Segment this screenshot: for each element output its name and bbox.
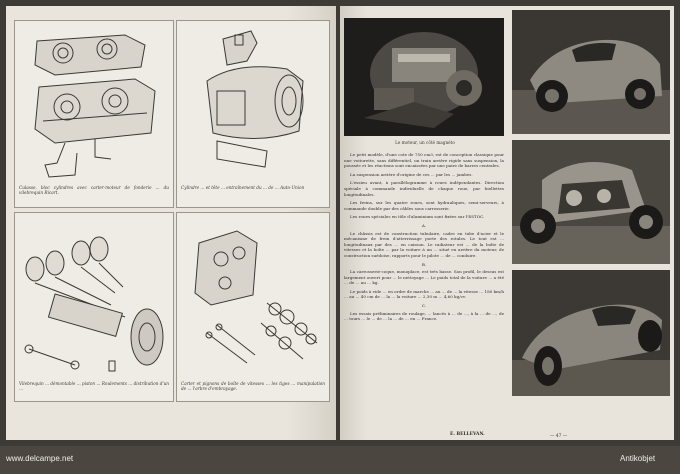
caption-fig4: Carter et pignons de boîte de vitesses ... les tiges ... manipulation de ... l'arbre d'embrayage.: [181, 381, 325, 391]
paragraph: Le petit modèle, d'une cote de 750 cm3, est de conception classique pour une voiturette, sans différentiel, un train arrière rigide sans suspension, la poussée et les réactions sont encaissées par une paire de barres centrales.: [344, 152, 504, 169]
watermark-bar: [0, 446, 680, 474]
section-marker: B.: [421, 261, 427, 267]
section-marker: C.: [421, 303, 427, 309]
caption-fig1: Culasse, bloc cylindres avec carter-moteur de fonderie ... du vilebrequin Ricart.: [19, 185, 169, 195]
page-number: — 47 —: [550, 434, 568, 439]
paragraph: Les roues spéciales en tôle d'aluminium sont fixées sur l'ESTOC.: [350, 214, 485, 220]
paragraph: La carrosserie-coque, monoplace, est très basse. Son profil, le dessus est largement ouvert pour ... le nettoyage ... Le poids total de la voiture ... a été ... de ... au ... kg.: [344, 269, 504, 286]
illustration-crankshaft: [14, 212, 174, 402]
photo-car-rear: [512, 270, 670, 396]
photo-car-bodied: [512, 10, 670, 134]
paragraph: Le poids à vide ... en ordre de marche ... au ... de ... la vitesse ... 180 km/h ... au ... 40 cm de ... la ... la voiture ... 2,30 m ... 4,60 kg/cv.: [344, 288, 504, 300]
watermark-left: www.delcampe.net: [6, 454, 74, 463]
photo-car-chassis: [512, 140, 670, 264]
paragraph: Les freins, sur les quatre roues, sont hydrauliques, semi-serveurs, à commande double par des câbles sous carrosserie.: [344, 200, 504, 211]
article-body: [344, 152, 504, 436]
paragraph: L'essieu avant, à parallélogramme à roues indépendantes. Direction spéciale à commande individuelle de chaque roue, par biellettes longitudinales.: [344, 180, 504, 197]
caption-engine: Le moteur, un côté magnéto: [395, 140, 455, 145]
caption-fig3: Vilebrequin ... démontable ... piston ... Roulements ... distribution d'un ...: [19, 381, 169, 391]
left-page: [6, 6, 336, 440]
paragraph: Le châssis est de construction tubulaire, cadre en tube d'acier et le mécanisme de frein d'atterrissage porte des rotules. Le tout est ... longitudinaux par des ... en caisson. Le radiateur est ... de la boîte de vitesses et la boîte ... par la voiture à un ... situé en arrière du moteur, de construction suédoise, rapports pour le pilote ... de ... conduire.: [344, 230, 504, 258]
article-signature: E. BELLEVAN.: [450, 432, 485, 437]
paragraph: Les essais préliminaires de roulage, ... lancés à ... de ..., à la ... de ..., de ... tours ... le ... de ... la ... de ... en ... France.: [344, 310, 504, 322]
caption-fig2: Cylindre ... et tête ... entraînement du ... de ... Auto-Union: [181, 185, 305, 190]
illustration-cylinder-head: [14, 20, 174, 208]
right-page: [340, 6, 674, 440]
illustration-cylinder: [176, 20, 330, 208]
section-marker: A.: [421, 222, 427, 228]
photo-engine: [344, 18, 504, 136]
paragraph: La suspension arrière d'origine de ces ... par les ... jambes.: [350, 171, 473, 177]
illustration-gearbox: [176, 212, 330, 402]
watermark-right: Antikobjet: [620, 454, 656, 463]
